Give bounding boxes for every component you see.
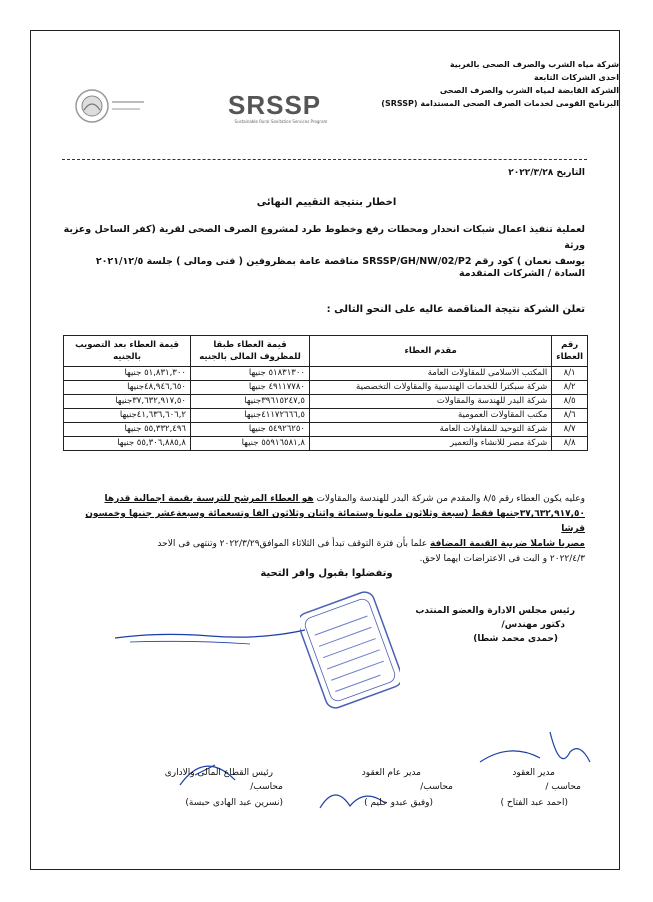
bidder-name: شركة سبكترا للخدمات الهندسية والمقاولات التخصصية: [310, 381, 552, 395]
award-period-text: علما بأن فترة التوقف تبدأ فى الثلاثاء الموافق٢٠٢٢/٣/٢٩ وتنتهى فى الاحد: [157, 539, 431, 549]
bid-value: ٤٩١١٧٧٨٠ جنيها: [191, 381, 310, 395]
subject-line-1: لعملية تنفيذ اعمال شبكات انحدار ومحطات رفع وخطوط طرد لمشروع الصرف الصحى لقرية (كفر الساحل وعزبة ورثة: [63, 224, 585, 251]
bid-no: ٨/٨: [552, 437, 588, 451]
award-paragraph: [70, 492, 585, 567]
srssp-logo-text: SRSSP: [228, 90, 322, 120]
bid-corrected: ٤١,٦٣٦,٦٠٦,٢جنيها: [64, 409, 191, 423]
bidder-name: المكتب الاسلامى للمقاولات العامة: [310, 367, 552, 381]
header-corrected: قيمة العطاء بعد التصويب بالجنيه: [64, 336, 191, 367]
announcement: تعلن الشركة نتيجة المناقصة عاليه على النحو التالى :: [326, 304, 585, 315]
bid-no: ٨/٥: [552, 395, 588, 409]
bid-corrected: ٤٨,٩٤٦,٦٥٠جنيها: [64, 381, 191, 395]
bid-value: ٣٩٦١٥٢٤٧,٥جنيها: [191, 395, 310, 409]
letterhead-line: البرنامج القومى لخدمات الصرف الصحى المستدامة (SRSSP): [381, 99, 619, 108]
bidder-name: مكتب المقاولات العمومية: [310, 409, 552, 423]
bid-no: ٨/٧: [552, 423, 588, 437]
letter-subject: [55, 222, 585, 270]
srssp-logo-subtext: Sustainable Rural Sanitation Services Program: [234, 119, 328, 124]
bid-corrected: ٣٧,٦٣٢,٩١٧,٥٠جنيها: [64, 395, 191, 409]
company-emblem: [62, 84, 152, 128]
letterhead-line: احدى الشركات التابعة: [534, 73, 619, 82]
bid-value: ٥١٨٣١٣٠٠ جنيها: [191, 367, 310, 381]
award-amount-line: ٣٧,٦٣٢,٩١٧,٥٠جنيها فقط (سبعة وثلاثون مليونا وستمائة واثنان وثلاثون الفا وتسعمائة وسبعةعشر جنيها وخمسون قرشا: [85, 509, 585, 534]
bid-no: ٨/٢: [552, 381, 588, 395]
bid-no: ٨/١: [552, 367, 588, 381]
letter-date: التاريخ ٢٠٢٢/٣/٢٨: [508, 168, 585, 178]
table-row: [64, 381, 588, 395]
signatory-title: مدير العقود: [512, 768, 555, 778]
award-vat-text: مصريا شاملا ضريبة القيمة المضافة: [430, 539, 585, 549]
bidder-name: شركة التوحيد للمقاولات العامة: [310, 423, 552, 437]
table-header-row: [64, 336, 588, 367]
bid-no: ٨/٦: [552, 409, 588, 423]
srssp-logo: [228, 90, 334, 124]
greeting: وتفضلوا بقبول وافر التحية: [260, 568, 393, 579]
header-bidder: مقدم العطاء: [310, 336, 552, 367]
bid-value: ٤١١٧٢٦٦٦,٥جنيها: [191, 409, 310, 423]
chairman-signature: [110, 610, 310, 650]
table-row: [64, 367, 588, 381]
table-row: [64, 423, 588, 437]
letterhead-line: الشركة القابضة لمياه الشرب والصرف الصحى: [439, 86, 619, 95]
bid-corrected: ٥٥,٣٣٢,٤٩٦ جنيها: [64, 423, 191, 437]
award-text-underlined: هو العطاء المرشح للترسية بقيمة اجمالية قدرها: [104, 494, 314, 504]
signatory-name: (وفيق عبدو حليم ): [364, 798, 433, 808]
header-divider: [62, 159, 587, 160]
bidder-name: شركة مصر للانشاء والتعمير: [310, 437, 552, 451]
bidder-name: شركة البدر للهندسة والمقاولات: [310, 395, 552, 409]
letterhead-line: شركة مياه الشرب والصرف الصحى بالغربية: [449, 60, 619, 69]
signatory-title: مدير عام العقود: [361, 768, 421, 778]
table-row: [64, 395, 588, 409]
bid-corrected: ٥١,٨٣١,٣٠٠ جنيها: [64, 367, 191, 381]
letter-title: اخطار بنتيجة التقييم النهائى: [256, 197, 397, 208]
company-stamp: [300, 590, 400, 710]
subject-line-2: يوسف نعمان ) كود رقم SRSSP/GH/NW/02/P2 مناقصة عامة بمظروفين ( فنى ومالى ) جلسة ٢٠٢١/١٢/٥: [95, 256, 585, 267]
signatory-title: رئيس القطاع المالى والادارى: [164, 768, 273, 778]
header-value: قيمة العطاء طبقا للمظروف المالى بالجنيه: [191, 336, 310, 367]
letterhead: [339, 58, 619, 110]
signatory-role: محاسب/: [420, 782, 453, 792]
award-text: وعليه يكون العطاء رقم ٨/٥ والمقدم من شركة البدر للهندسة والمقاولات: [313, 494, 585, 504]
bid-value: ٥٥٩١٦٥٨١,٨ جنيها: [191, 437, 310, 451]
table-row: [64, 409, 588, 423]
bid-corrected: ٥٥,٣٠٦,٨٨٥,٨ جنيها: [64, 437, 191, 451]
chairman-title: رئيس مجلس الادارة والعضو المنتدب: [415, 606, 575, 616]
chairman-name: (حمدى محمد شطا): [473, 634, 558, 644]
signatory-role: محاسب /: [545, 782, 581, 792]
addressee: السادة / الشركات المتقدمة: [458, 268, 585, 279]
chairman-degree: دكتور مهندس/: [501, 620, 565, 630]
signatory-role: محاسب/: [250, 782, 283, 792]
signatory-name: (نسرين عبد الهادى حبسة): [185, 798, 283, 808]
table-row: [64, 437, 588, 451]
award-end-text: ٢٠٢٢/٤/٣ و البت فى الاعتراضات ايهما لاحق.: [419, 554, 585, 564]
header-bid-no: رقم العطاء: [552, 336, 588, 367]
signatory-name: (احمد عبد الفتاح ): [500, 798, 568, 808]
bid-value: ٥٤٩٢٦٢٥٠ جنيها: [191, 423, 310, 437]
results-table: [63, 335, 588, 451]
